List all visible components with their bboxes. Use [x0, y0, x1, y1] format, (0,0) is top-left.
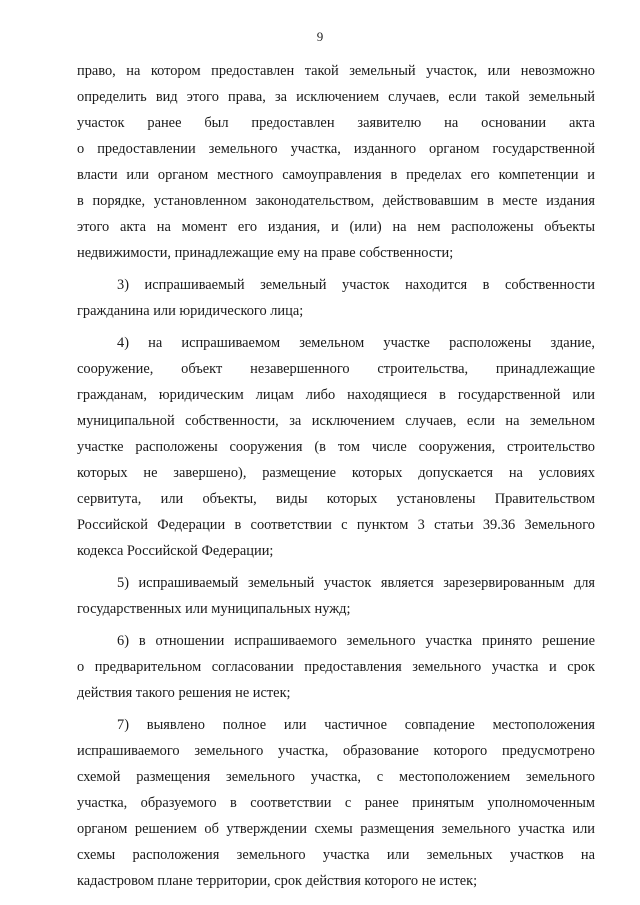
paragraph: [77, 570, 595, 622]
text-line: гражданам, юридическим лицам либо находящиеся в государственной или: [77, 387, 595, 403]
paragraph: [77, 272, 595, 324]
text-line: власти или органом местного самоуправления в пределах его компетенции и: [77, 167, 595, 183]
text-line: которых не завершено), размещение которых допускается на условиях: [77, 465, 595, 481]
text-line: о предоставлении земельного участка, изданного органом государственной: [77, 141, 595, 157]
text-line: сервитута, или объекты, виды которых установлены Правительством: [77, 491, 595, 507]
paragraph: [77, 58, 595, 266]
page-number: 9: [316, 29, 324, 44]
text-line: в порядке, установленном законодательством, действовавшим в месте издания: [77, 193, 595, 209]
text-line: о предварительном согласовании предоставления земельного участка и срок: [77, 659, 595, 675]
text-line: участок ранее был предоставлен заявителю на основании акта: [77, 115, 595, 131]
text-line: схемы расположения земельного участка или земельных участков на: [77, 847, 595, 863]
text-line: 5) испрашиваемый земельный участок является зарезервированным для: [117, 575, 595, 591]
text-line: государственных или муниципальных нужд;: [77, 601, 351, 617]
text-line: 6) в отношении испрашиваемого земельного участка принято решение: [117, 633, 595, 649]
text-line: кодекса Российской Федерации;: [77, 543, 274, 559]
paragraph: [77, 712, 595, 894]
text-line: кадастровом плане территории, срок действия которого не истек;: [77, 873, 478, 889]
text-line: органом решением об утверждении схемы размещения земельного участка или: [77, 821, 595, 837]
text-line: этого акта на момент его издания, и (или) на нем расположены объекты: [77, 219, 595, 235]
text-line: Российской Федерации в соответствии с пунктом 3 статьи 39.36 Земельного: [77, 517, 595, 533]
paragraph: [77, 330, 595, 564]
text-line: недвижимости, принадлежащие ему на праве собственности;: [77, 245, 454, 261]
text-line: 7) выявлено полное или частичное совпадение местоположения: [117, 717, 595, 733]
text-line: право, на котором предоставлен такой земельный участок, или невозможно: [77, 63, 595, 79]
text-line: участке расположены сооружения (в том числе сооружения, строительство: [77, 439, 595, 455]
text-line: определить вид этого права, за исключением случаев, если такой земельный: [77, 89, 595, 105]
document-body: [77, 58, 595, 900]
text-line: сооружение, объект незавершенного строительства, принадлежащие: [77, 361, 595, 377]
text-line: действия такого решения не истек;: [77, 685, 291, 701]
text-line: муниципальной собственности, за исключением случаев, если на земельном: [77, 413, 595, 429]
text-line: участка, образуемого в соответствии с ранее принятым уполномоченным: [77, 795, 595, 811]
paragraph: [77, 628, 595, 706]
text-line: схемой размещения земельного участка, с местоположением земельного: [77, 769, 595, 785]
text-line: 4) на испрашиваемом земельном участке расположены здание,: [117, 335, 595, 351]
text-line: 3) испрашиваемый земельный участок находится в собственности: [117, 277, 595, 293]
text-line: испрашиваемого земельного участка, образование которого предусмотрено: [77, 743, 595, 759]
text-line: гражданина или юридического лица;: [77, 303, 304, 319]
